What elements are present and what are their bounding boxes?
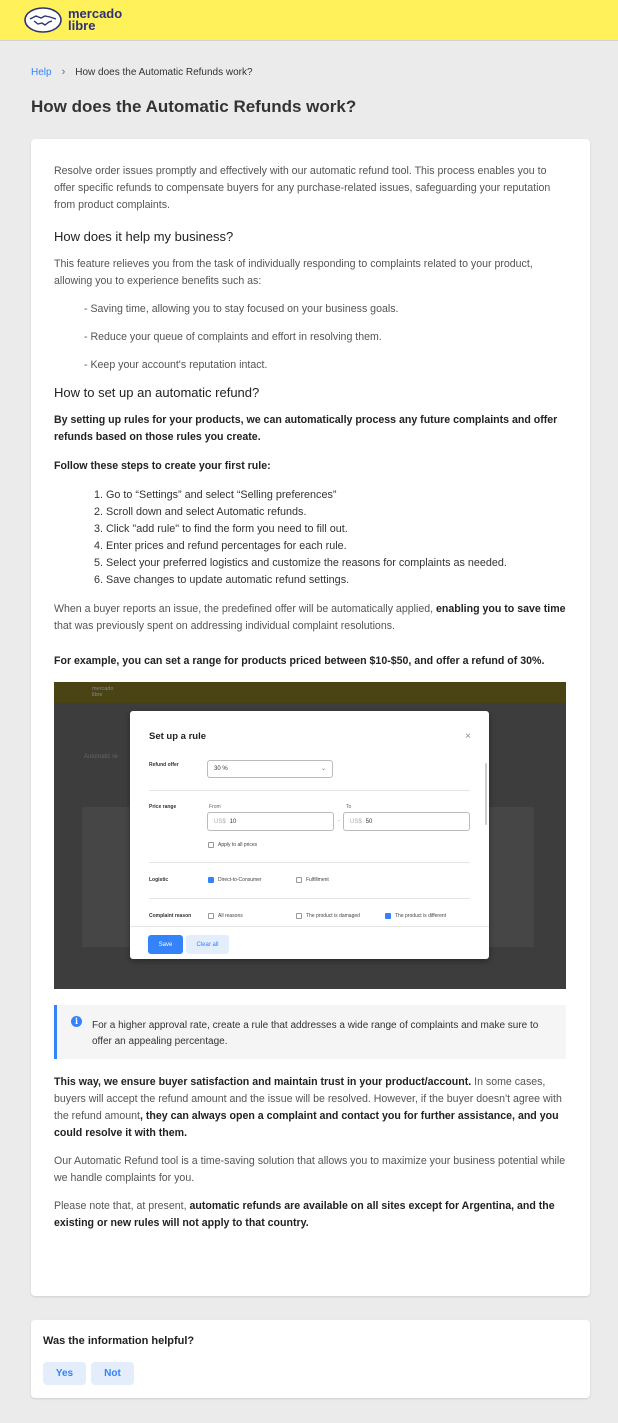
price-range-label: Price range [149, 804, 177, 810]
modal-title: Set up a rule [149, 731, 207, 742]
currency-prefix: US$ [350, 819, 362, 825]
steps-heading: Follow these steps to create your first rule: [54, 460, 271, 472]
handshake-icon [24, 7, 62, 33]
top-header [0, 0, 618, 40]
list-item: - Saving time, allowing you to stay focused on your business goals. [84, 303, 399, 315]
complaint-reason-label: Complaint reason [149, 913, 192, 919]
list-item: - Keep your account's reputation intact. [84, 359, 268, 371]
tip-callout [54, 1005, 566, 1059]
different-label: The product is different [395, 913, 447, 919]
note-bold: automatic refunds are available on all sites except for Argentina, and the existing or new rules will not apply to that country. [54, 1200, 555, 1229]
help-heading: How does it help my business? [54, 229, 234, 244]
tool-paragraph: Our Automatic Refund tool is a time-saving solution that allows you to maximize your business potential while we handle complaints for you. [54, 1155, 566, 1184]
screenshot-header-bar [54, 682, 566, 703]
callout-text: For a higher approval rate, create a rule that addresses a wide range of complaints and make sure to offer an appealing percentage. [92, 1020, 539, 1047]
damaged-label: The product is damaged [306, 913, 360, 919]
list-item: 6. Save changes to update automatic refund settings. [106, 572, 567, 589]
divider [149, 862, 470, 863]
to-label: To [346, 804, 352, 810]
all-reasons-label: All reasons [218, 913, 243, 919]
breadcrumb [31, 66, 253, 78]
not-button[interactable]: Not [91, 1362, 134, 1385]
all-reasons-checkbox[interactable] [208, 913, 214, 919]
different-checkbox[interactable] [385, 913, 391, 919]
price-from-input[interactable] [207, 812, 334, 831]
breadcrumb-current: How does the Automatic Refunds work? [75, 66, 253, 78]
info-icon: i [71, 1016, 82, 1027]
steps-list [54, 487, 567, 589]
article-card [31, 139, 590, 1296]
screenshot-bg-logo-line2: libre [92, 692, 103, 698]
clear-all-button[interactable]: Clear all [186, 935, 229, 954]
fulfillment-checkbox[interactable] [296, 877, 302, 883]
apply-all-label: Apply to all prices [218, 842, 258, 848]
yes-button[interactable]: Yes [43, 1362, 86, 1385]
setup-rule-modal [130, 711, 489, 959]
note-paragraph [54, 1198, 567, 1232]
buyer-paragraph [54, 601, 567, 635]
setup-bold-paragraph: By setting up rules for your products, we can automatically process any future complaints and offer refunds based on those rules you create. [54, 414, 558, 443]
feedback-card [31, 1320, 590, 1398]
price-to-input[interactable] [343, 812, 470, 831]
range-dash: - [338, 818, 340, 824]
divider [149, 898, 470, 899]
from-value: 10 [229, 819, 237, 825]
close-icon[interactable]: × [465, 731, 471, 742]
screenshot-bg-logo [92, 686, 113, 698]
note-text: Please note that, at present, [54, 1200, 187, 1212]
logo-text-line2: libre [68, 18, 96, 33]
fulfillment-label: Fulfillment [306, 877, 329, 883]
page-title: How does the Automatic Refunds work? [31, 97, 357, 116]
trust-bold-1: This way, we ensure buyer satisfaction and maintain trust in your product/account. [54, 1076, 472, 1088]
buyer-text: When a buyer reports an issue, the predefined offer will be automatically applied, [54, 603, 434, 615]
trust-bold-2: , they can always open a complaint and contact you for further assistance, and you could resolve it with them. [54, 1110, 559, 1139]
list-item: 1. Go to “Settings” and select “Selling preferences” [106, 487, 567, 504]
screenshot-bg-title: Automatic re [84, 754, 118, 760]
buyer-text-end: that was previously spent on addressing individual complaint resolutions. [54, 620, 395, 632]
benefits-list [54, 302, 567, 372]
help-paragraph: This feature relieves you from the task of individually responding to complaints related to your product, allowing you to experience benefits such as: [54, 258, 533, 287]
apply-all-checkbox[interactable] [208, 842, 214, 848]
screenshot-bg-logo-line1: mercado [92, 686, 114, 692]
modal-scrollbar[interactable] [485, 763, 487, 825]
list-item: 3. Click "add rule" to find the form you need to fill out. [106, 521, 567, 538]
mercado-libre-logo[interactable] [24, 7, 122, 33]
save-button[interactable]: Save [148, 935, 183, 954]
example-paragraph: For example, you can set a range for products priced between $10-$50, and offer a refund of 30%. [54, 655, 545, 667]
to-value: 50 [365, 819, 373, 825]
direct-to-consumer-label: Direct-to-Consumer [218, 877, 262, 883]
list-item: 5. Select your preferred logistics and customize the reasons for complaints as needed. [106, 555, 567, 572]
list-item: - Reduce your queue of complaints and effort in resolving them. [84, 331, 382, 343]
rule-setup-screenshot [54, 682, 566, 989]
feedback-question: Was the information helpful? [43, 1335, 195, 1347]
trust-paragraph [54, 1074, 567, 1142]
list-item: 4. Enter prices and refund percentages for each rule. [106, 538, 567, 555]
trust-text: In some cases, buyers will accept the refund amount and the issue will be resolved. However, if the buyer doesn't agree with the refund amount [54, 1076, 562, 1122]
currency-prefix: US$ [214, 819, 226, 825]
setup-heading: How to set up an automatic refund? [54, 385, 260, 400]
damaged-checkbox[interactable] [296, 913, 302, 919]
divider [149, 790, 470, 791]
breadcrumb-help-link[interactable]: Help [31, 66, 52, 78]
chevron-down-icon: ⌄ [320, 766, 326, 772]
chevron-right-icon: › [61, 66, 66, 78]
feedback-buttons [43, 1362, 578, 1385]
refund-offer-select[interactable] [207, 760, 333, 778]
from-label: From [209, 804, 221, 810]
intro-paragraph: Resolve order issues promptly and effectively with our automatic refund tool. This process enables you to offer specific refunds to compensate buyers for any purchase-related issues, safeguarding your reputation from product complaints. [54, 165, 551, 211]
logistic-label: Logistic [149, 877, 169, 883]
refund-offer-label: Refund offer [149, 762, 179, 768]
refund-offer-value: 30 % [214, 766, 228, 772]
buyer-text-bold: enabling you to save time [436, 603, 566, 615]
list-item: 2. Scroll down and select Automatic refunds. [106, 504, 567, 521]
logo-text-line1: mercado [68, 6, 123, 21]
direct-to-consumer-checkbox[interactable] [208, 877, 214, 883]
modal-footer [130, 926, 489, 959]
